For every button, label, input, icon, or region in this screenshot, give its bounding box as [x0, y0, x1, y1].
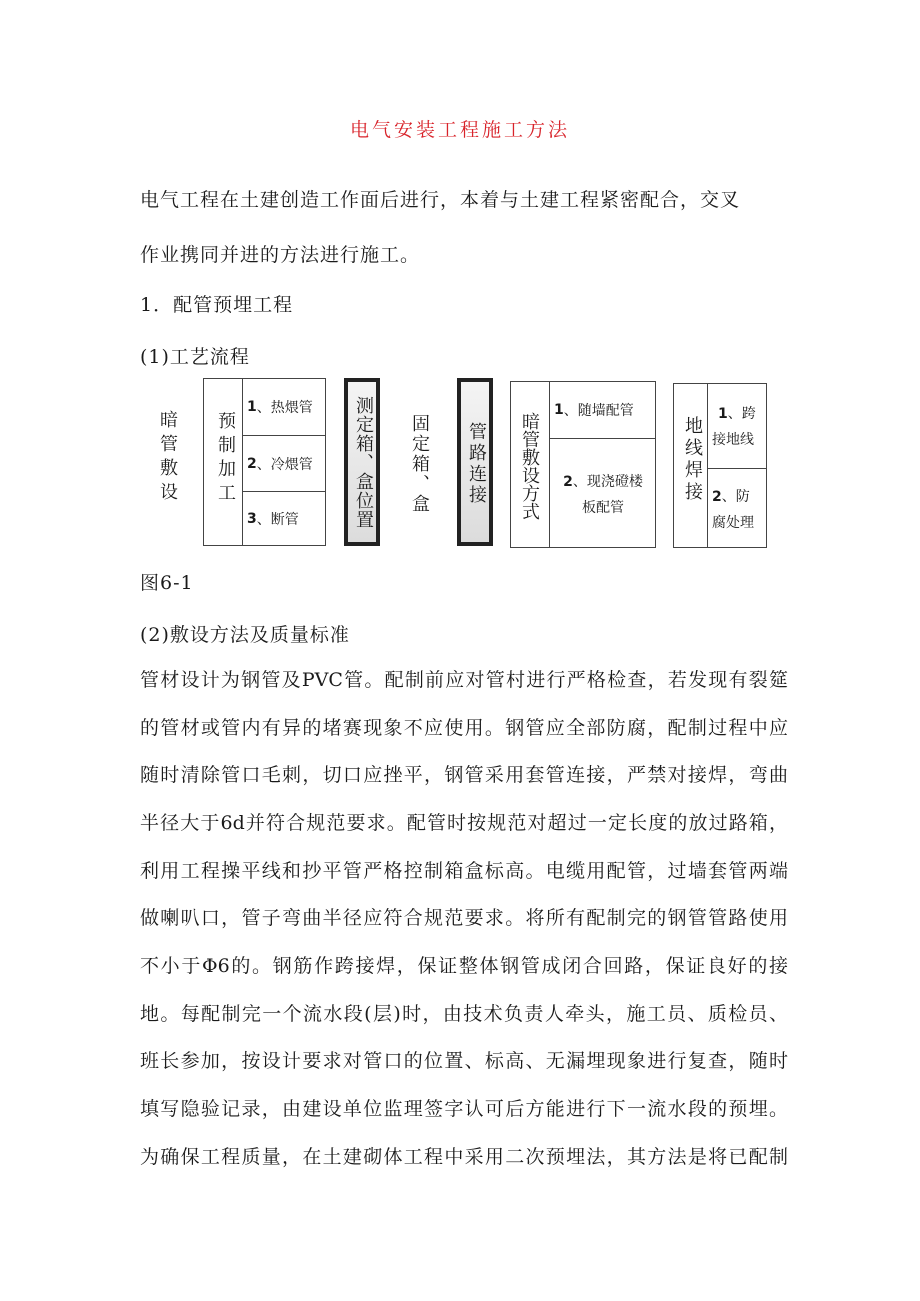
body-line: 随时清除管口毛刺，切口应挫平，钢管采用套管连接，严禁对接焊，弯曲	[140, 764, 788, 786]
ground-item-1: 1、跨 接地线	[707, 384, 767, 468]
flow-box-connect	[457, 378, 493, 546]
prefab-item-1: 1 、热煨管	[242, 379, 326, 435]
prefab-item-3: 3 、断管	[242, 491, 326, 546]
body-line: 班长参加，按设计要求对管口的位置、标高、无漏埋现象进行复查，随时	[140, 1050, 788, 1072]
laying-item-1: 1 、随墙配管	[549, 382, 656, 438]
flow-step-pipe-connect: 管路连接	[466, 422, 487, 506]
body-line: 做喇叭口，管子弯曲半径应符合规范要求。将所有配制完的钢管管路使用	[140, 907, 788, 929]
flow-step-locate-box: 测定箱、盒位置	[353, 396, 374, 529]
prefab-item-2: 2 、冷煨管	[242, 435, 326, 491]
flow-box-ground-weld	[673, 383, 767, 548]
laying-item-2: 2、现浇磴楼 板配管	[549, 438, 656, 548]
body-line: 的管材或管内有异的堵赛现象不应使用。钢管应全部防腐，配制过程中应	[140, 717, 788, 739]
section-heading: 1．配管预埋工程	[140, 294, 294, 316]
figure-caption: 图6-1	[140, 572, 194, 594]
body-line: 半径大于6d并符合规范要求。配管时按规范对超过一定长度的放过路箱，	[140, 812, 788, 834]
body-line: 填写隐验记录，由建设单位监理签字认可后方能进行下一流水段的预埋。	[140, 1098, 788, 1120]
body-line: 不小于Φ6的。钢筋作跨接焊，保证整体钢管成闭合回路，保证良好的接	[140, 955, 788, 977]
flow-box-locate	[344, 378, 380, 546]
flow-step-ground-weld: 地线焊接	[682, 416, 703, 504]
subsection-heading-2: (2)敷设方法及质量标准	[140, 624, 350, 646]
flow-step-laying-method: 暗管敷设方式	[519, 412, 540, 520]
intro-line-1: 电气工程在土建创造工作面后进行，本着与土建工程紧密配合，交叉	[140, 189, 741, 211]
flow-step-fix-box: 固定箱、盒	[409, 414, 430, 514]
page-title: 电气安装工程施工方法	[349, 119, 570, 141]
flow-step-prefab: 预制加工	[215, 411, 236, 507]
flow-box-laying-method	[510, 381, 656, 548]
ground-item-2: 2、防 腐处理	[707, 468, 767, 548]
flow-step-conduit-laying: 暗管敷设	[157, 410, 178, 506]
process-flow-diagram	[140, 378, 780, 550]
body-line: 地。每配制完一个流水段(层)时，由技术负责人牵头，施工员、质检员、	[140, 1003, 788, 1025]
subsection-heading-1: (1)工艺流程	[140, 346, 250, 368]
body-line: 利用工程操平线和抄平管严格控制箱盒标高。电缆用配管，过墙套管两端	[140, 860, 788, 882]
body-line: 管材设计为钢管及PVC管。配制前应对管村进行严格检查，若发现有裂筵	[140, 669, 788, 691]
flow-box-prefab	[203, 378, 326, 546]
body-line: 为确保工程质量，在土建砌体工程中采用二次预埋法，其方法是将已配制	[140, 1146, 788, 1168]
intro-line-2: 作业携同并进的方法进行施工。	[140, 244, 421, 266]
